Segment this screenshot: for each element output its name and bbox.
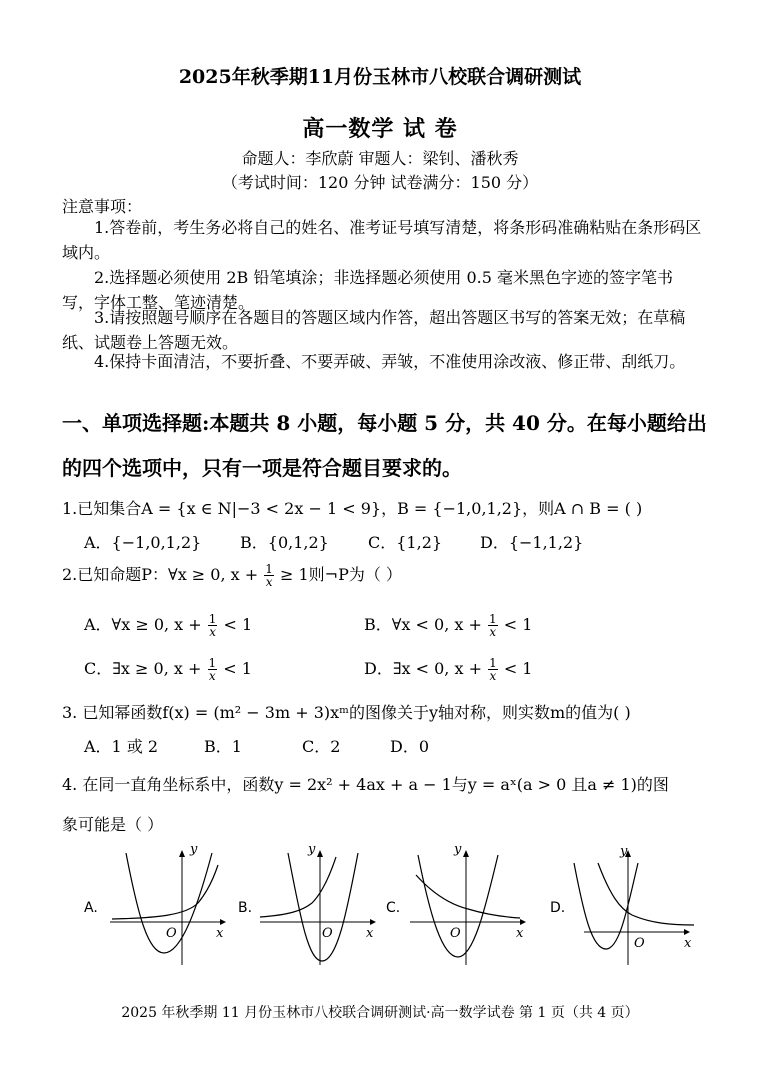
- y-axis-label: y: [190, 845, 198, 857]
- exam-info: （考试时间：120 分钟 试卷满分：150 分）: [221, 173, 539, 192]
- exam-title: 2025年秋季期11月份玉林市八校联合调研测试: [178, 66, 582, 88]
- y-axis-label: y: [454, 845, 462, 857]
- page-footer: 2025 年秋季期 11 月份玉林市八校联合调研测试·高一数学试卷 第 1 页（共 4 页）: [121, 1005, 639, 1021]
- fraction: $\frac{1}{x}$: [208, 612, 217, 639]
- q2-stem-end: ≥ 1则¬P为（ ）: [280, 565, 402, 584]
- x-axis-arrow: [684, 929, 690, 935]
- question-4-stem-line1: 4. 在同一直角坐标系中，函数y = 2x² + 4ax + a − 1与y = aˣ(a > 0 且a ≠ 1)的图: [62, 775, 669, 794]
- q1-option-b: B．{0,1,2}: [240, 533, 329, 552]
- q1-option-c: C．{1,2}: [368, 533, 443, 552]
- x-axis-label: x: [216, 926, 224, 941]
- y-axis-label: y: [620, 845, 628, 859]
- q2-option-b: B．∀x < 0, x + $\frac{1}{x}$ < 1: [364, 612, 533, 639]
- note-item-1: 1.答卷前，考生务必将自己的姓名、准考证号填写清楚，将条形码准确粘贴在条形码区域内。: [62, 218, 702, 262]
- y-axis-arrow: [463, 850, 469, 857]
- origin-label: O: [634, 936, 645, 951]
- fraction: $\frac{1}{x}$: [208, 656, 217, 683]
- y-axis-arrow: [179, 850, 185, 857]
- graph-b-label: B.: [238, 900, 253, 916]
- graph-d-label: D.: [550, 900, 566, 916]
- notes-heading: 注意事项：: [62, 197, 143, 216]
- y-axis-arrow: [317, 850, 323, 857]
- parabola-curve: [288, 853, 358, 961]
- exponential-curve: [260, 857, 336, 917]
- q3-option-b: B．1: [204, 737, 242, 756]
- origin-label: O: [166, 926, 177, 941]
- note-item-3: 3.请按照题号顺序在各题目的答题区域内作答，超出答题区书写的答案无效；在草稿纸、试题卷上答题无效。: [62, 308, 686, 352]
- q2-option-d: D．∃x < 0, x + $\frac{1}{x}$ < 1: [364, 656, 533, 683]
- note-item-4: 4.保持卡面清洁，不要折叠、不要弄破、弄皱，不准使用涂改液、修正带、刮纸刀。: [94, 352, 686, 371]
- graph-c-label: C.: [386, 900, 401, 916]
- fraction: $\frac{1}{x}$: [488, 612, 497, 639]
- q2-option-c: C．∃x ≥ 0, x + $\frac{1}{x}$ < 1: [84, 656, 252, 683]
- q2-option-a: A．∀x ≥ 0, x + $\frac{1}{x}$ < 1: [84, 612, 253, 639]
- q3-option-a: A．1 或 2: [84, 737, 159, 756]
- section-heading-line2: 的四个选项中，只有一项是符合题目要求的。: [62, 456, 462, 480]
- question-4-stem-line2: 象可能是（ ）: [62, 815, 164, 834]
- graph-a: [108, 845, 233, 970]
- x-axis-arrow: [520, 919, 526, 925]
- x-axis-label: x: [684, 936, 692, 951]
- graph-a-label: A.: [84, 900, 98, 916]
- origin-label: O: [322, 926, 333, 941]
- q3-option-d: D．0: [390, 737, 430, 756]
- origin-label: O: [450, 926, 461, 941]
- x-axis-label: x: [366, 926, 374, 941]
- x-axis-arrow: [370, 919, 376, 925]
- exam-subtitle: 高一数学 试 卷: [302, 116, 458, 142]
- fraction: $\frac{1}{x}$: [265, 562, 273, 589]
- question-1-stem: 1.已知集合A = {x ∈ N|−3 < 2x − 1 < 9}，B = {−1,0,1,2}，则A ∩ B = ( ): [62, 499, 643, 518]
- question-3-stem: 3. 已知幂函数f(x) = (m² − 3m + 3)xᵐ的图像关于y轴对称，则实数m的值为( ): [62, 703, 631, 722]
- q3-option-c: C．2: [302, 737, 341, 756]
- q2-stem-start: 2.已知命题P：∀x ≥ 0, x +: [62, 565, 259, 584]
- question-2-stem: [62, 562, 402, 588]
- y-axis-label: y: [308, 845, 316, 857]
- x-axis-label: x: [516, 926, 524, 941]
- section-heading-line1: 一、单项选择题:本题共 8 小题，每小题 5 分，共 40 分。在每小题给出: [62, 411, 707, 435]
- q1-option-d: D．{−1,1,2}: [480, 533, 584, 552]
- q1-option-a: A．{−1,0,1,2}: [84, 533, 202, 552]
- fraction: $\frac{1}{x}$: [489, 656, 497, 683]
- x-axis-arrow: [220, 919, 226, 925]
- exponential-curve: [598, 863, 694, 925]
- graph-c: [408, 845, 533, 970]
- graph-d: [570, 845, 700, 970]
- exam-authors: 命题人：李欣蔚 审题人：梁钊、潘秋秀: [241, 149, 519, 168]
- exponential-curve: [112, 865, 218, 919]
- note-item-2: 2.选择题必须使用 2B 铅笔填涂；非选择题必须使用 0.5 毫米黑色字迹的签字笔书写，字体工整、笔迹清楚。: [62, 268, 673, 312]
- graph-b: [258, 845, 383, 970]
